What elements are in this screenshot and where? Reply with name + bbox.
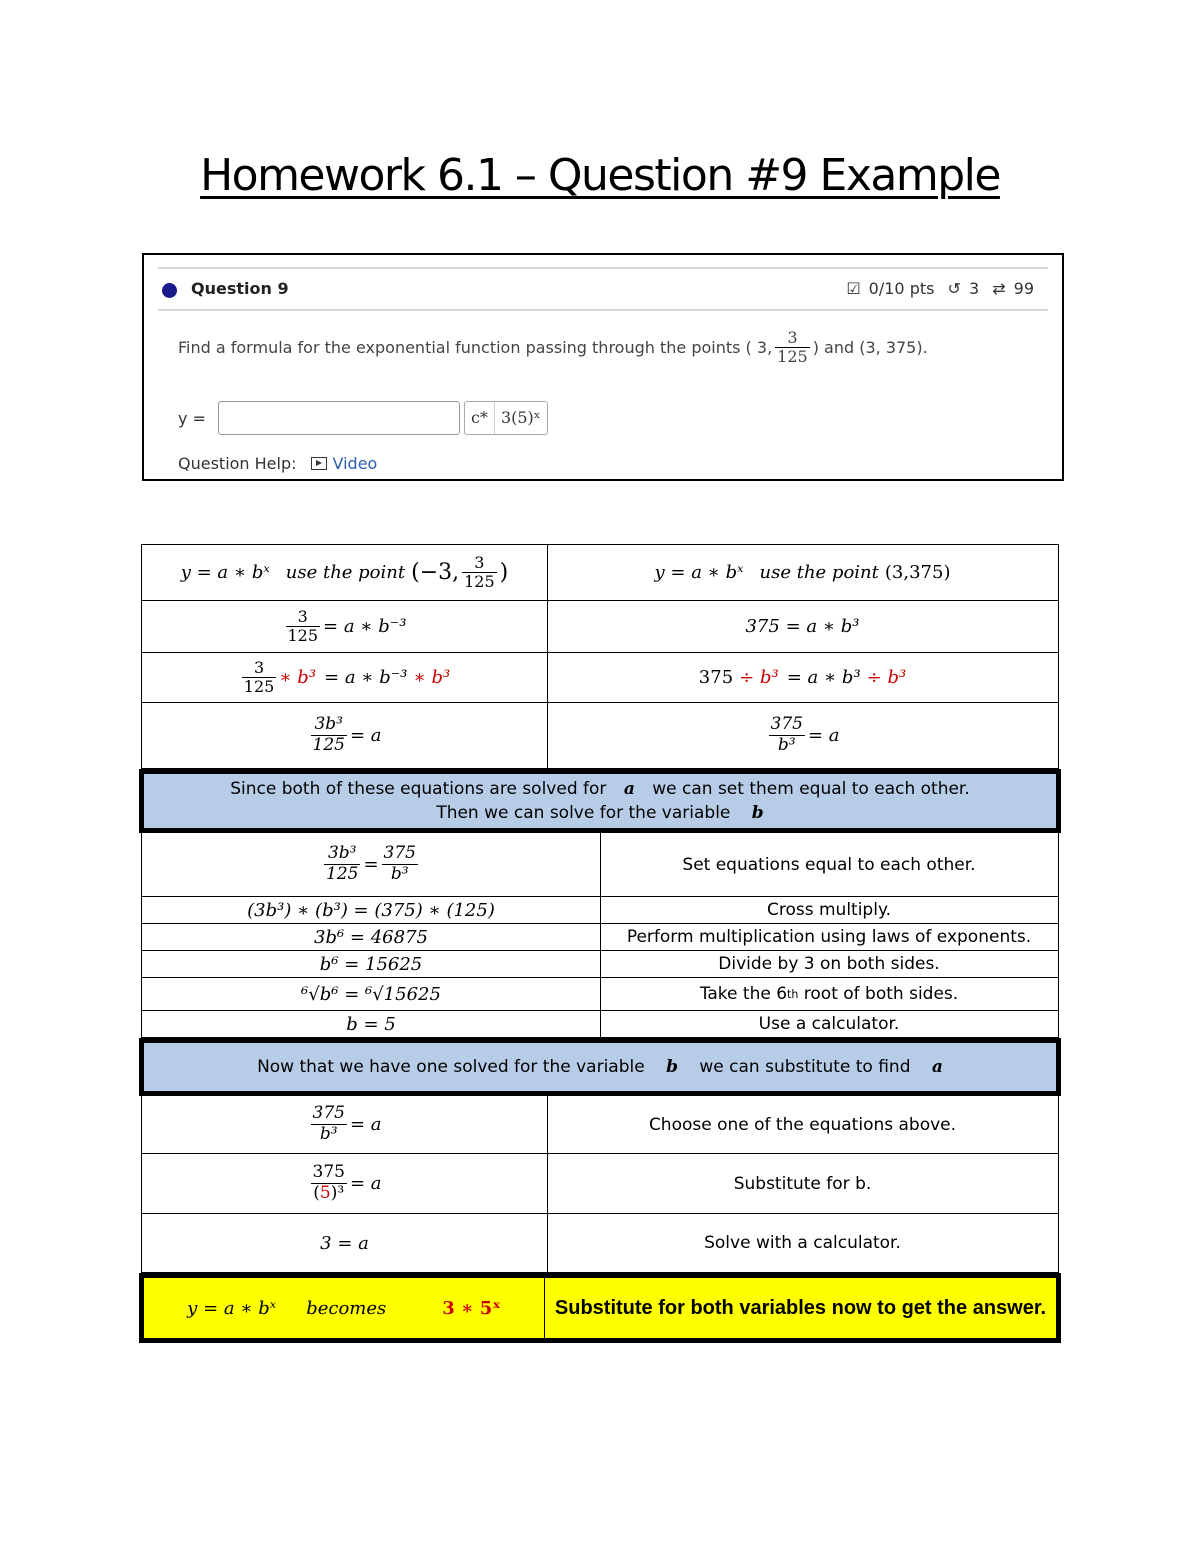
math-toolbar [464, 401, 548, 435]
solution-table [141, 544, 1059, 1343]
r2-frac [242, 659, 277, 697]
step-desc: Use a calculator. [758, 1014, 900, 1034]
step-desc-sup: th [787, 987, 799, 1001]
step-eq: b⁶ = 15625 [142, 951, 601, 977]
video-icon [311, 457, 327, 470]
answer-input[interactable] [218, 401, 460, 435]
band1-var-a: a [623, 779, 635, 799]
frac-den: b³ [390, 864, 409, 884]
prompt-after: ) and (3, 375). [812, 338, 928, 358]
r2-right-red1: ÷ b³ [739, 667, 779, 688]
sub2-frac [311, 1163, 347, 1203]
prompt-before: Find a formula for the exponential function passing through the points ( 3, [178, 338, 773, 358]
frac-num: 375 [770, 714, 803, 735]
frac-num: 375 [312, 1103, 345, 1124]
table-row [141, 1214, 1059, 1273]
prompt-fraction [775, 329, 810, 367]
head-left-eq: y = a ∗ bˣ [180, 562, 270, 583]
step-eq: ⁶√b⁶ = ⁶√15625 [142, 978, 601, 1010]
band2-text-b: we can substitute to find [699, 1057, 911, 1077]
table-row [141, 653, 1059, 703]
frac-den: b³ [777, 735, 796, 755]
question-header [158, 269, 1048, 311]
head-right-eq: y = a ∗ bˣ [654, 562, 744, 583]
checkbox-icon: ☑ [846, 279, 861, 298]
question-prompt [178, 329, 928, 367]
head-left-frac [462, 554, 497, 592]
r2-right-red2: ÷ b³ [866, 667, 907, 688]
band1-text-a: Since both of these equations are solved for [230, 779, 607, 799]
frac-num: 3b³ [311, 715, 347, 736]
s0-left-frac [324, 844, 360, 884]
s0-eq: = [363, 854, 379, 875]
question-panel [142, 253, 1064, 481]
r1-frac [286, 608, 321, 646]
r3-right-rest: = a [807, 725, 840, 746]
table-row [141, 833, 1059, 897]
frac-den: 125 [287, 626, 319, 645]
question-stats [838, 279, 1034, 298]
table-row [141, 601, 1059, 653]
step-desc: Set equations equal to each other. [682, 854, 976, 875]
head-right-use: use the point [759, 562, 879, 583]
versions-icon[interactable]: ⇄ [992, 279, 1006, 298]
frac-num: 375 [383, 843, 416, 864]
frac-num: 3 [242, 659, 277, 678]
paren-open: ( [313, 1183, 320, 1203]
final-desc: Substitute for both variables now to get the answer. [554, 1296, 1047, 1319]
head-right-pt: (3,375) [884, 562, 951, 583]
r2-red1: ∗ b³ [279, 667, 317, 688]
band1-var-b: b [751, 803, 764, 823]
table-row [141, 703, 1059, 769]
table-row [141, 1154, 1059, 1214]
prompt-frac-den: 125 [777, 347, 808, 367]
final-answer: 3 ∗ 5ˣ [442, 1297, 501, 1319]
r2-right-a: 375 [698, 667, 734, 688]
power-button[interactable]: c* [465, 402, 495, 434]
r3-right-frac [769, 715, 805, 755]
step-desc-a: Take the 6 [699, 984, 788, 1004]
head-left-close: ) [499, 560, 509, 585]
band2-var-b: b [666, 1057, 678, 1077]
r2-red2: ∗ b³ [413, 667, 451, 688]
instruction-band [139, 769, 1061, 833]
s0-right-frac [382, 844, 418, 884]
table-row [141, 897, 1059, 924]
video-label: Video [332, 454, 378, 473]
step-eq: 3b⁶ = 46875 [142, 924, 601, 950]
table-row [141, 1096, 1059, 1154]
frac-den: 125 [464, 572, 495, 591]
sub3-eq: 3 = a [142, 1214, 548, 1272]
head-left-open: (−3, [411, 560, 460, 585]
attempts: 3 [968, 279, 980, 298]
sub2-rest: = a [349, 1173, 382, 1194]
band2-text-a: Now that we have one solved for the variable [257, 1057, 645, 1077]
sub1-desc: Choose one of the equations above. [648, 1114, 957, 1135]
status-dot-icon [162, 283, 177, 298]
answer-label: y = [178, 408, 206, 428]
sub1-frac [311, 1104, 347, 1144]
help-label: Question Help: [178, 454, 297, 473]
question-label: Question 9 [191, 279, 289, 298]
answer-row [178, 401, 548, 435]
r3-rest: = a [349, 725, 382, 746]
retry-icon[interactable]: ↺ [947, 279, 961, 298]
final-becomes: becomes [306, 1297, 387, 1319]
r1-right: 375 = a ∗ b³ [745, 616, 860, 637]
table-row [141, 1011, 1059, 1038]
table-row [141, 924, 1059, 951]
r1-rest: = a ∗ b⁻³ [323, 616, 407, 637]
final-answer-row [139, 1273, 1061, 1343]
question-help [178, 454, 377, 473]
step-desc: Cross multiply. [766, 900, 891, 920]
frac-den [311, 1184, 347, 1204]
head-left-use: use the point [285, 562, 406, 583]
sub2-desc: Substitute for b. [733, 1173, 872, 1194]
table-row [141, 978, 1059, 1011]
paren-close: )³ [330, 1183, 345, 1203]
final-eq: y = a ∗ bˣ [187, 1297, 277, 1319]
frac-num: 375 [312, 1162, 345, 1183]
frac-den: 125 [312, 735, 345, 755]
video-link[interactable] [311, 454, 378, 473]
step-desc: Divide by 3 on both sides. [718, 954, 940, 974]
sub-value: 5 [319, 1183, 331, 1203]
versions: 99 [1013, 279, 1034, 298]
band2-var-a: a [931, 1057, 943, 1077]
frac-den: 125 [243, 677, 275, 696]
r3-frac [311, 715, 347, 755]
r2-mid: = a ∗ b⁻³ [324, 667, 408, 688]
step-desc: Perform multiplication using laws of exponents. [626, 927, 1032, 947]
frac-num: 3b³ [324, 844, 360, 865]
step-eq: b = 5 [142, 1011, 601, 1037]
example-button[interactable]: 3(5)ˣ [500, 408, 541, 427]
r2-right-b: = a ∗ b³ [786, 667, 861, 688]
frac-den: b³ [319, 1124, 338, 1144]
prompt-frac-num: 3 [775, 329, 810, 348]
frac-den: 125 [326, 864, 359, 884]
table-row [141, 544, 1059, 601]
step-desc [601, 978, 1057, 1010]
sub3-desc: Solve with a calculator. [704, 1233, 901, 1253]
score: 0/10 pts [868, 279, 935, 298]
table-row [141, 951, 1059, 978]
step-desc-b: root of both sides. [798, 984, 959, 1004]
sub1-rest: = a [349, 1114, 382, 1135]
frac-num: 3 [286, 608, 321, 627]
page-title: Homework 6.1 – Question #9 Example [200, 150, 1000, 201]
band1-line2: Then we can solve for the variable [436, 803, 731, 823]
frac-num: 3 [462, 554, 497, 573]
step-eq: (3b³) ∗ (b³) = (375) ∗ (125) [142, 897, 601, 923]
instruction-band [139, 1038, 1061, 1096]
band1-text-b: we can set them equal to each other. [652, 779, 970, 799]
